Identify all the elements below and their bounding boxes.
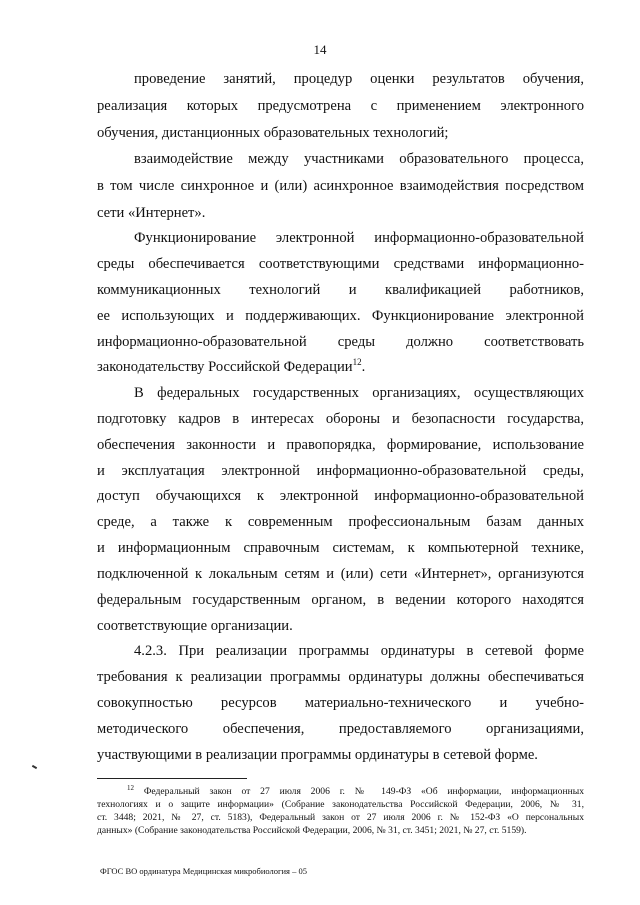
- body-line: обучения, дистанционных образовательных технологий;: [97, 125, 449, 141]
- body-line: совокупностью ресурсов материально-технического и учебно-: [97, 695, 584, 711]
- body-line-end: .: [361, 359, 366, 375]
- body-line: взаимодействие между участниками образовательного процесса,: [134, 151, 584, 167]
- body-line: реализация которых предусмотрена с применением электронного: [97, 98, 584, 114]
- body-line: среды обеспечивается соответствующими средствами информационно-: [97, 256, 584, 272]
- body-line: В федеральных государственных организациях, осуществляющих: [134, 385, 584, 401]
- body-line: требования к реализации программы ординатуры должны обеспечиваться: [97, 669, 584, 685]
- body-line: участвующими в реализации программы ординатуры в сетевой форме.: [97, 747, 538, 763]
- body-line: проведение занятий, процедур оценки результатов обучения,: [134, 71, 584, 87]
- footnote-line: данных» (Собрание законодательства Российской Федерации, 2006, № 31, ст. 3451; 2021, № 27, ст. 5159).: [97, 825, 527, 836]
- footnote-line: технологиях и о защите информации» (Собрание законодательства Российской Федерации, 2006, № 31,: [97, 799, 584, 810]
- body-line: [97, 357, 584, 377]
- body-line: соответствующие организации.: [97, 618, 293, 634]
- body-line: Функционирование электронной информационно-образовательной: [134, 230, 584, 246]
- body-line: и информационным справочным системам, к компьютерной технике,: [97, 540, 584, 556]
- body-line: и эксплуатация электронной информационно-образовательной среды,: [97, 463, 584, 479]
- footnote-text: Федеральный закон от 27 июля 2006 г. № 149-ФЗ «Об информации, информационных: [143, 786, 584, 797]
- footnote-divider: [97, 778, 247, 779]
- footnote-line: ст. 3448; 2021, № 27, ст. 5183), Федеральный закон от 27 июля 2006 г. № 152-ФЗ «О персональных: [97, 812, 584, 823]
- body-line: в том числе синхронное и (или) асинхронное взаимодействия посредством: [97, 178, 584, 194]
- footnote-reference: 12: [352, 357, 362, 367]
- body-line: методического обеспечения, предоставляемого организациями,: [97, 721, 584, 737]
- page-number: 14: [313, 42, 327, 57]
- body-line: коммуникационных технологий и квалификацией работников,: [97, 282, 584, 298]
- scan-mark: [32, 765, 37, 769]
- body-line: федеральным государственным органом, в ведении которого находятся: [97, 592, 584, 608]
- body-line: сети «Интернет».: [97, 205, 206, 221]
- footnote-line: [127, 785, 584, 798]
- body-line-text: законодательству Российской Федерации: [97, 359, 353, 375]
- body-line: 4.2.3. При реализации программы ординатуры в сетевой форме: [134, 643, 584, 659]
- footnote-marker: 12: [127, 784, 134, 792]
- body-line: среде, а также к современным профессиональным базам данных: [97, 514, 584, 530]
- body-line: ее использующих и поддерживающих. Функционирование электронной: [97, 308, 584, 324]
- body-line: обеспечения законности и правопорядка, формирование, использование: [97, 437, 584, 453]
- body-line: информационно-образовательной среды должно соответствовать: [97, 334, 584, 350]
- body-line: подготовку кадров в интересах обороны и безопасности государства,: [97, 411, 584, 427]
- page-footer: ФГОС ВО ординатура Медицинская микробиология – 05: [100, 866, 307, 876]
- body-line: доступ обучающихся к электронной информационно-образовательной: [97, 488, 584, 504]
- body-line: подключенной к локальным сетям и (или) сети «Интернет», организуются: [97, 566, 584, 582]
